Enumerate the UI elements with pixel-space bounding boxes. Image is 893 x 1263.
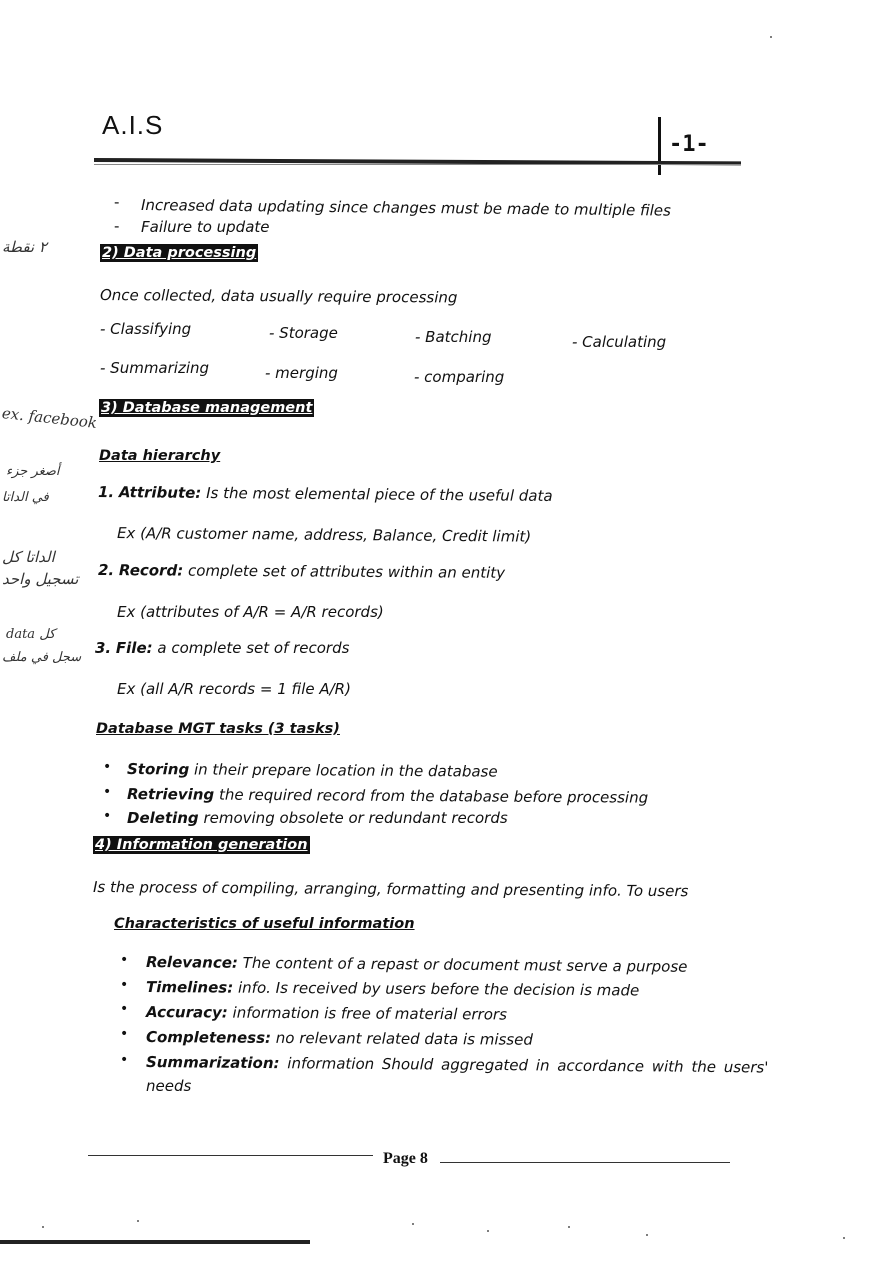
section-intro: Is the process of compiling, arranging, formatting and presenting info. To users (92, 878, 689, 901)
handwritten-note: تسجيل واحد (2, 570, 79, 588)
handwritten-note: أصغر جزء (6, 464, 60, 479)
header-divider (658, 117, 661, 175)
scan-speck (487, 1230, 489, 1232)
bullet-marker: • (120, 1026, 129, 1042)
characteristic-item: Accuracy: information is free of material errors (145, 1003, 507, 1024)
task-item: Deleting removing obsolete or redundant records (127, 809, 508, 827)
bullet-marker: • (120, 1052, 129, 1068)
bullet-marker: • (103, 808, 112, 824)
scan-speck (843, 1237, 845, 1239)
bullet-marker: • (103, 759, 112, 775)
dash-marker: - (114, 217, 120, 235)
footer-rule-right (440, 1162, 730, 1163)
characteristic-item: Timelines: info. Is received by users before the decision is made (145, 978, 640, 1000)
process-op: - comparing (414, 368, 505, 386)
task-item: Retrieving the required record from the database before processing (126, 785, 649, 807)
section-heading-database-management: 3) Database management (101, 400, 313, 416)
bullet-marker: • (120, 952, 129, 968)
hierarchy-item-record: 2. Record: complete set of attributes within an entity (97, 561, 506, 582)
handwritten-note: ٢ نقطة (2, 238, 47, 256)
characteristic-item: Completeness: no relevant related data is missed (145, 1028, 533, 1049)
handwritten-note: سجل في ملف (2, 650, 82, 665)
characteristic-item: Summarization: information Should aggregated in accordance with the users' (145, 1053, 769, 1077)
characteristic-item: Relevance: The content of a repast or document must serve a purpose (145, 953, 688, 976)
hierarchy-example: Ex (all A/R records = 1 file A/R) (117, 680, 351, 698)
process-op: - merging (265, 364, 338, 382)
scan-edge-line (0, 1240, 310, 1244)
section-heading-information-generation: 4) Information generation (95, 837, 308, 853)
scan-speck (770, 36, 772, 38)
document-title: A.I.S (102, 110, 164, 140)
process-op: - Summarizing (100, 359, 210, 377)
subheading-characteristics: Characteristics of useful information (114, 916, 415, 932)
handwritten-note: في الداتا (2, 490, 49, 505)
scan-speck (412, 1223, 414, 1225)
list-item: Failure to update (141, 218, 270, 236)
hierarchy-item-attribute: 1. Attribute: Is the most elemental piece of the useful data (97, 483, 553, 505)
footer-rule-left (88, 1155, 373, 1156)
task-item: Storing in their prepare location in the database (126, 760, 498, 781)
subheading-data-hierarchy: Data hierarchy (99, 448, 221, 464)
scan-speck (137, 1220, 139, 1222)
scan-speck (42, 1226, 44, 1228)
hierarchy-example: Ex (A/R customer name, address, Balance, Credit limit) (116, 524, 532, 546)
process-op: - Batching (415, 328, 492, 346)
scan-speck (568, 1226, 570, 1228)
subheading-db-mgt-tasks: Database MGT tasks (3 tasks) (96, 721, 340, 737)
list-item: Increased data updating since changes must be made to multiple files (140, 196, 672, 220)
handwritten-note: data كل (6, 627, 56, 642)
process-op: - Classifying (100, 320, 192, 338)
header-rule-thin (94, 164, 741, 165)
bullet-marker: • (103, 784, 112, 800)
process-op: - Calculating (572, 333, 667, 351)
hierarchy-item-file: 3. File: a complete set of records (95, 639, 350, 657)
characteristic-continuation: needs (146, 1077, 192, 1095)
scan-speck (646, 1234, 648, 1236)
handwritten-note: الداتا كل (2, 548, 55, 566)
section-intro: Once collected, data usually require processing (99, 286, 458, 307)
dash-marker: - (114, 193, 120, 211)
hierarchy-example: Ex (attributes of A/R = A/R records) (117, 603, 384, 621)
footer-page-label: Page 8 (383, 1150, 428, 1167)
bullet-marker: • (120, 977, 129, 993)
process-op: - Storage (269, 324, 338, 342)
section-heading-data-processing: 2) Data processing (102, 245, 257, 261)
bullet-marker: • (120, 1001, 129, 1017)
header-page-number: -1- (669, 132, 709, 157)
handwritten-note: ex. facebook (1, 404, 98, 432)
